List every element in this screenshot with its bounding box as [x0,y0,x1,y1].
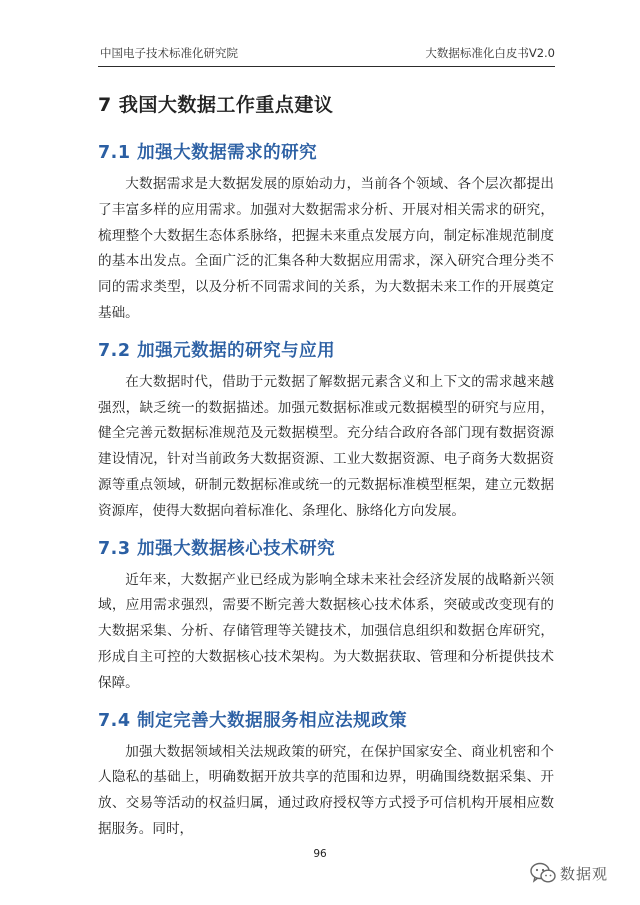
section-title: 7.1 加强大数据需求的研究 [98,143,318,163]
wechat-icon [530,862,556,884]
section-title: 7.2 加强元数据的研究与应用 [98,340,336,361]
section-title: 7.3 加强大数据核心技术研究 [98,538,336,559]
section-7-4 [98,707,554,843]
section-title: 7.4 制定完善大数据服务相应法规政策 [98,710,408,731]
section-7-3 [98,535,554,697]
section-paragraph: 加强大数据领域相关法规政策的研究，在保护国家安全、商业机密和个人隐私的基础上，明确数据开放共享的范围和边界，明确围绕数据采集、开放、交易等活动的权益归属，通过政府授权等方式授予可信机构开展相应数据服务。同时， [98,743,554,837]
section-paragraph: 在大数据时代，借助于元数据了解数据元素含义和上下文的需求越来越强烈，缺乏统一的数据描述。加强元数据标准或元数据模型的研究与应用，健全完善元数据标准规范及元数据模型。充分结合政府各部门现有数据资源建设情况，针对当前政务大数据资源、工业大数据资源、电子商务大数据资源等重点领域，研制元数据标准或统一的元数据标准模型框架，建立元数据资源库，使得大数据向着标准化、条理化、脉络化方向发展。 [98,373,554,519]
header-document-title: 大数据标准化白皮书V2.0 [425,46,555,60]
page-number: 96 [313,848,327,860]
section-paragraph: 大数据需求是大数据发展的原始动力，当前各个领域、各个层次都提出了丰富多样的应用需求。加强对大数据需求分析、开展对相关需求的研究，梳理整个大数据生态体系脉络，把握未来重点发展方向，制定标准规范制度的基本出发点。全面广泛的汇集各种大数据应用需求，深入研究合理分类不同的需求类型，以及分析不同需求间的关系，为大数据未来工作的开展奠定基础。 [98,176,554,321]
section-7-2 [98,337,554,525]
page-header [98,38,555,67]
page-content [98,90,554,853]
section-7-1 [98,139,554,327]
header-org-name: 中国电子技术标准化研究院 [100,46,238,60]
watermark [530,858,630,888]
chapter-title: 7 我国大数据工作重点建议 [98,94,334,116]
watermark-text: 数据观 [560,864,609,883]
section-paragraph: 近年来，大数据产业已经成为影响全球未来社会经济发展的战略新兴领域，应用需求强烈，需要不断完善大数据核心技术体系，突破或改变现有的大数据采集、分析、存储管理等关键技术，加强信息组织和数据仓库研究，形成自主可控的大数据核心技术架构。为大数据获取、管理和分析提供技术保障。 [98,571,554,691]
